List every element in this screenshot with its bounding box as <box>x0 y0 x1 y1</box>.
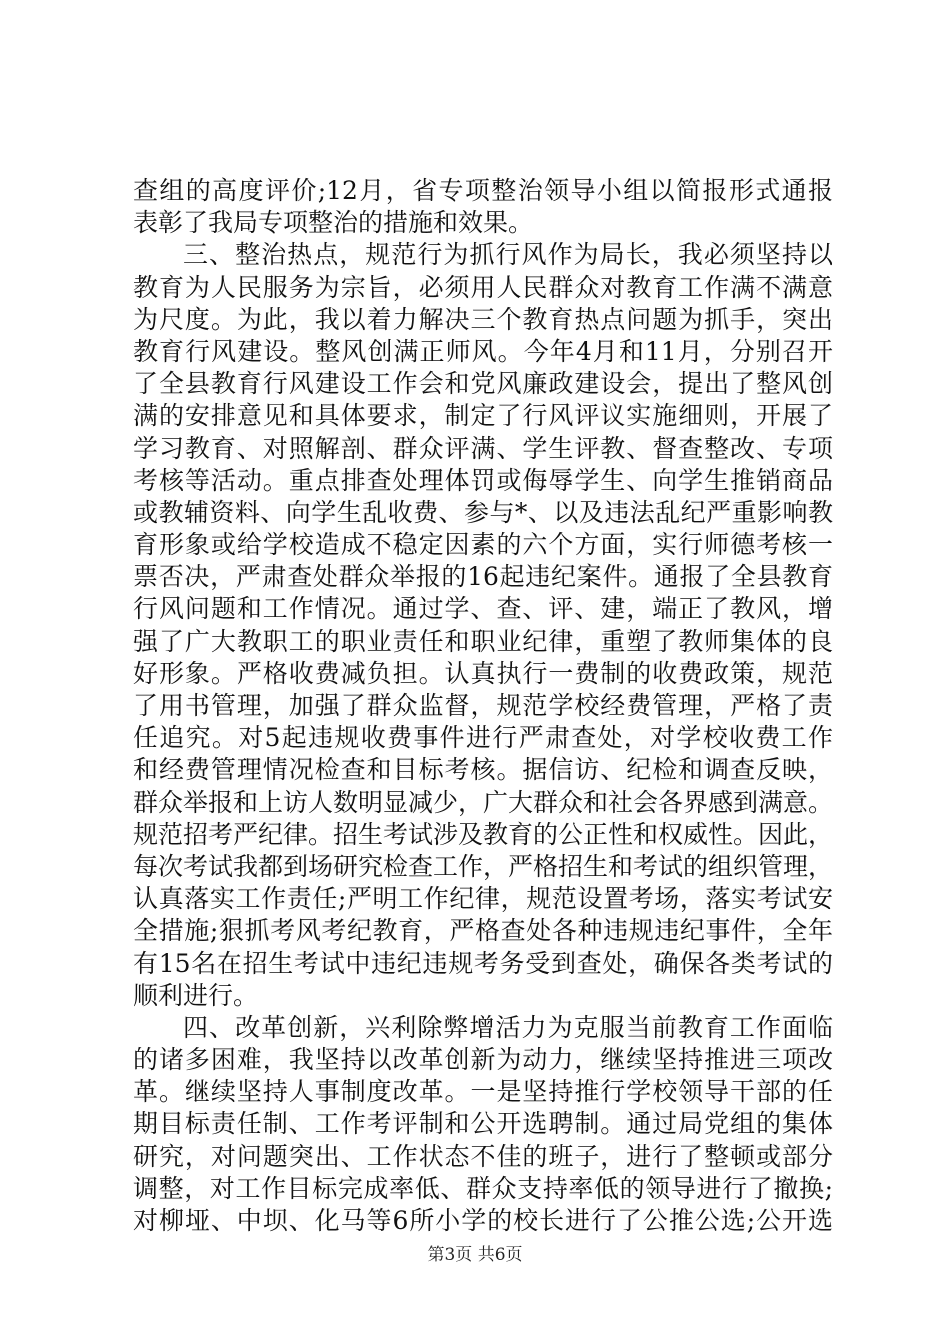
text-line: 有15名在招生考试中违纪违规考务受到查处，确保各类考试的 <box>133 948 833 978</box>
text-line: 对柳垭、中坝、化马等6所小学的校长进行了公推公选;公开选 <box>133 1206 833 1235</box>
text-line: 的诸多困难，我坚持以改革创新为动力，继续坚持推进三项改 <box>133 1045 833 1075</box>
text-line: 学习教育、对照解剖、群众评满、学生评教、督查整改、专项 <box>133 433 833 463</box>
text-line: 调整，对工作目标完成率低、群众支持率低的领导进行了撤换; <box>133 1173 833 1203</box>
text-line: 和经费管理情况检查和目标考核。据信访、纪检和调查反映， <box>133 755 833 785</box>
text-line: 任追究。对5起违规收费事件进行严肃查处，对学校收费工作 <box>133 723 833 753</box>
text-line: 期目标责任制、工作考评制和公开选聘制。通过局党组的集体 <box>133 1109 833 1139</box>
text-line: 每次考试我都到场研究检查工作，严格招生和考试的组织管理， <box>133 851 834 881</box>
text-line: 研究，对问题突出、工作状态不佳的班子，进行了整顿或部分 <box>133 1141 833 1171</box>
text-line: 全措施;狠抓考风考纪教育，严格查处各种违规违纪事件，全年 <box>133 916 833 946</box>
text-line: 或教辅资料、向学生乱收费、参与*、以及违法乱纪严重影响教 <box>133 497 833 527</box>
text-line: 了用书管理，加强了群众监督，规范学校经费管理，严格了责 <box>133 691 833 720</box>
text-line: 强了广大教职工的职业责任和职业纪律，重塑了教师集体的良 <box>133 626 833 656</box>
text-line: 为尺度。为此，我以着力解决三个教育热点问题为抓手，突出 <box>133 304 833 334</box>
text-line: 规范招考严纪律。招生考试涉及教育的公正性和权威性。因此， <box>133 819 834 849</box>
text-line: 票否决，严肃查处群众举报的16起违纪案件。通报了全县教育 <box>133 562 833 592</box>
text-line: 表彰了我局专项整治的措施和效果。 <box>133 208 534 238</box>
text-line: 查组的高度评价;12月，省专项整治领导小组以简报形式通报 <box>133 176 833 205</box>
text-line: 顺利进行。 <box>133 980 259 1010</box>
document-body <box>133 175 833 1237</box>
text-line: 认真落实工作责任;严明工作纪律，规范设置考场，落实考试安 <box>133 884 833 914</box>
text-line: 四、改革创新，兴利除弊增活力为克服当前教育工作面临 <box>183 1012 833 1042</box>
text-line: 好形象。严格收费减负担。认真执行一费制的收费政策，规范 <box>133 658 833 688</box>
text-line: 育形象或给学校造成不稳定因素的六个方面，实行师德考核一 <box>133 530 833 560</box>
text-line: 教育为人民服务为宗旨，必须用人民群众对教育工作满不满意 <box>133 272 833 302</box>
text-line: 行风问题和工作情况。通过学、查、评、建，端正了教风，增 <box>133 594 833 624</box>
text-line: 满的安排意见和具体要求，制定了行风评议实施细则，开展了 <box>133 401 833 431</box>
page-footer: 第3页 共6页 <box>427 1245 523 1265</box>
text-line: 革。继续坚持人事制度改革。一是坚持推行学校领导干部的任 <box>133 1077 833 1107</box>
text-line: 考核等活动。重点排查处理体罚或侮辱学生、向学生推销商品 <box>133 465 833 495</box>
text-line: 群众举报和上访人数明显减少，广大群众和社会各界感到满意。 <box>133 787 834 817</box>
text-line: 教育行风建设。整风创满正师风。今年4月和11月，分别召开 <box>133 336 833 366</box>
text-line: 三、整治热点，规范行为抓行风作为局长，我必须坚持以 <box>183 240 833 270</box>
text-line: 了全县教育行风建设工作会和党风廉政建设会，提出了整风创 <box>133 369 833 399</box>
